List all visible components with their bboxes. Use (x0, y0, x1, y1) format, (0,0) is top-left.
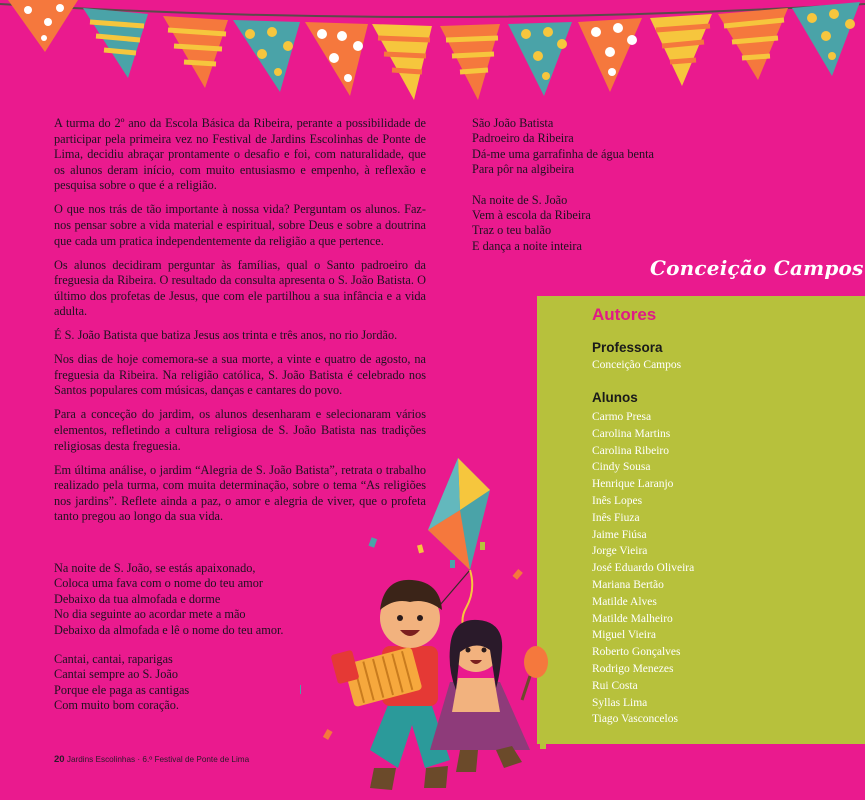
bunting-flag (792, 2, 860, 76)
student-name: Mariana Bertão (592, 578, 664, 591)
teacher-name: Conceição Campos (592, 359, 682, 371)
poem-line: E dança a noite inteira (472, 238, 582, 253)
student-name: Jaime Fiúsa (592, 528, 647, 541)
poem-line: Traz o teu balão (472, 223, 552, 238)
poem-line: Padroeiro da Ribeira (472, 131, 574, 146)
student-name: Matilde Malheiro (592, 612, 673, 625)
bunting-flag (650, 14, 712, 86)
poem-line: Porque ele paga as cantigas (54, 682, 190, 697)
student-name: José Eduardo Oliveira (592, 562, 695, 575)
student-name: Syllas Lima (592, 696, 648, 709)
poem-line: Na noite de S. João (472, 192, 568, 207)
poem-line: Coloca uma fava com o nome do teu amor (54, 576, 263, 591)
article-paragraph: Em última análise, o jardim “Alegria de S. João Batista”, retrata o trabalho realizado pela turma, com muita determinação, sobre o tema “As religiões nos jardins”. Reflete ainda a paz, o amor e alegria de viver, que o profeta tanto pregou ao longo da sua vida. (54, 462, 426, 524)
bunting-flag (508, 22, 572, 96)
student-name: Carmo Presa (592, 411, 652, 423)
students-heading: Alunos (592, 390, 638, 405)
bunting-garland (0, 0, 865, 110)
student-name: Inês Fiuza (592, 511, 640, 524)
student-name: Henrique Laranjo (592, 478, 674, 491)
poem-line: Na noite de S. João, se estás apaixonado, (54, 561, 256, 575)
authors-title: Autores (592, 305, 657, 324)
bunting-flag (440, 24, 500, 100)
poem-stanza (472, 193, 654, 255)
poem-line: Cantai, cantai, raparigas (54, 652, 173, 667)
poem-line: No dia seguinte ao acordar mete a mão (54, 607, 246, 622)
page-footer (54, 754, 249, 765)
article-paragraph: A turma do 2º ano da Escola Básica da Ribeira, perante a possibilidade de participar pela primeira vez no Festival de Jardins Escolinhas de Ponte de Lima, decidiu abraçar prontamente o desafio e foi, com naturalidade, que os alunos deram início, com muito entusiasmo e empenho, à reflexão e pesquisa sobre o que é a religião. (54, 116, 426, 193)
student-name: Tiago Vasconcelos (592, 713, 678, 726)
poem-right (472, 116, 654, 269)
teacher-heading: Professora (592, 340, 663, 355)
student-name: Carolina Ribeiro (592, 444, 669, 457)
bunting-flag (578, 18, 642, 92)
dancing-girl (430, 620, 548, 772)
poem-left (54, 561, 283, 728)
students-list (592, 409, 694, 728)
poem-line: Debaixo da tua almofada e dorme (54, 591, 221, 606)
student-name: Inês Lopes (592, 494, 643, 507)
poem-stanza (54, 652, 283, 714)
bunting-flag (305, 22, 368, 96)
student-name: Miguel Vieira (592, 629, 656, 642)
bunting-flag (233, 20, 300, 92)
student-name: Rodrigo Menezes (592, 662, 674, 675)
article-paragraph: Nos dias de hoje comemora-se a sua morte, a vinte e quatro de agosto, na freguesia da Ribeira. Na religião católica, S. João Batista é celebrado nos Santos populares com músicas, danças e cantares do povo. (54, 352, 426, 398)
accordion-boy (330, 580, 450, 790)
footer-text: Jardins Escolinhas · 6.º Festival de Ponte de Lima (66, 755, 250, 764)
article-paragraph: Os alunos decidiram perguntar às famílias, qual o Santo padroeiro da freguesia da Ribeira. O resultado da consulta apresenta o S. João Batista. O último dos profetas de Jesus, que com ele partilhou a sua infância e a vida adulta. (54, 257, 426, 319)
student-name: Rui Costa (592, 679, 638, 692)
poem-stanza (54, 561, 283, 638)
student-name: Matilde Alves (592, 595, 657, 608)
student-name: Cindy Sousa (592, 461, 651, 474)
poem-line: Debaixo da almofada e lê o nome do teu amor. (54, 622, 284, 637)
bunting-flag (372, 24, 432, 100)
poem-line: Dá-me uma garrafinha de água benta (472, 146, 654, 161)
bunting-flag (8, 0, 78, 52)
poem-stanza (472, 116, 654, 178)
article-paragraph: Para a conceção do jardim, os alunos desenharam e selecionaram vários elementos, refletindo a cultura religiosa de S. João Batista nas tradições religiosas desta freguesia. (54, 407, 426, 453)
author-signature: Conceição Campos (650, 256, 864, 280)
page-number: 20 (54, 754, 65, 765)
article-paragraph: É S. João Batista que batiza Jesus aos trinta e três anos, no rio Jordão. (54, 328, 398, 343)
festival-illustration (300, 450, 560, 800)
student-name: Jorge Vieira (592, 545, 648, 558)
bunting-flag (163, 16, 228, 88)
poem-line: Vem à escola da Ribeira (472, 208, 591, 223)
poem-line: Cantai sempre ao S. João (54, 667, 178, 682)
poem-line: Para pôr na algibeira (472, 162, 575, 177)
student-name: Roberto Gonçalves (592, 646, 681, 659)
bunting-flag (83, 8, 148, 78)
article-paragraph: O que nos trás de tão importante à nossa vida? Perguntam os alunos. Faz-nos pensar sobre a vida material e espiritual, sobre Deus e sobre a doutrina que cada um pratica independentemente da religião a que pertence. (54, 202, 426, 248)
poem-line: Com muito bom coração. (54, 698, 179, 713)
authors-panel (537, 296, 865, 744)
student-name: Carolina Martins (592, 427, 671, 440)
bunting-flag (718, 8, 788, 80)
poem-line: São João Batista (472, 116, 554, 130)
